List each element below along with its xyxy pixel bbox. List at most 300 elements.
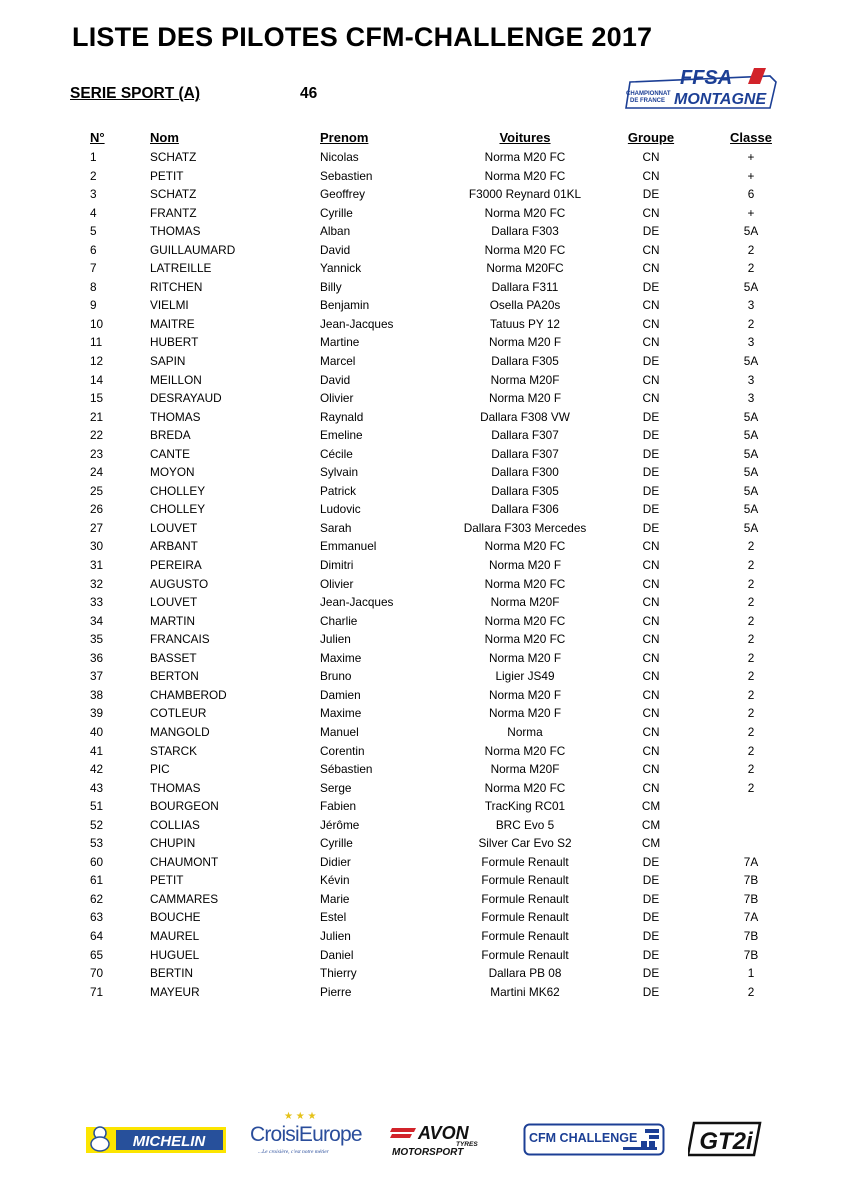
pilot-groupe: DE [642, 947, 660, 962]
pilot-groupe: CN [642, 669, 660, 684]
pilot-num: 2 [90, 168, 97, 183]
svg-text:★ ★ ★: ★ ★ ★ [284, 1111, 317, 1122]
pilot-num: 5 [90, 224, 97, 239]
pilot-classe: 2 [747, 687, 755, 702]
pilot-prenom: Didier [320, 854, 351, 869]
table-row [70, 816, 800, 835]
pilot-classe: 2 [747, 316, 755, 331]
pilot-prenom: Patrick [320, 483, 357, 498]
pilot-num: 3 [90, 187, 97, 202]
table-row [70, 556, 800, 575]
pilot-prenom: Manuel [320, 724, 359, 739]
pilot-prenom: Alban [320, 224, 351, 239]
pilot-num: 52 [90, 817, 104, 832]
pilot-classe: 2 [747, 539, 755, 554]
pilot-classe: 2 [747, 762, 755, 777]
table-row [70, 537, 800, 556]
svg-text:CHAMPIONNAT: CHAMPIONNAT [626, 91, 671, 97]
croisieurope-logo [248, 1107, 368, 1157]
pilot-prenom: Jérôme [320, 817, 360, 832]
pilot-num: 62 [90, 891, 104, 906]
pilot-prenom: Daniel [320, 947, 354, 962]
pilot-nom: THOMAS [150, 224, 201, 239]
pilot-num: 10 [90, 316, 104, 331]
pilot-prenom: Sylvain [320, 465, 359, 480]
pilot-classe [702, 834, 800, 853]
pilot-classe: 3 [747, 391, 755, 406]
pilot-num: 12 [90, 354, 104, 369]
table-row [70, 612, 800, 631]
pilot-voiture: Norma M20FC [486, 261, 564, 276]
table-row [70, 927, 800, 946]
pilot-groupe: DE [642, 409, 660, 424]
pilot-num: 1 [90, 150, 97, 164]
pilot-classe: 2 [747, 780, 755, 795]
pilot-nom: CHUPIN [150, 836, 196, 851]
pilot-voiture: Norma M20 F [488, 650, 562, 665]
pilot-nom: MEILLON [150, 372, 202, 387]
pilot-groupe: CN [642, 150, 660, 164]
pilot-voiture: Dallara F300 [491, 465, 559, 480]
pilot-groupe: CN [642, 576, 660, 591]
svg-text:AVON: AVON [418, 1123, 469, 1143]
table-row [70, 983, 800, 1002]
pilot-prenom: Serge [320, 780, 352, 795]
pilot-num: 70 [90, 966, 104, 981]
pilot-classe: 5A [743, 428, 759, 443]
pilot-voiture: Norma M20 FC [484, 242, 566, 257]
pilot-classe: + [747, 205, 755, 220]
pilot-voiture: Formule Renault [481, 928, 569, 943]
pilot-num: 43 [90, 780, 104, 795]
pilot-groupe: CM [641, 799, 661, 814]
pilot-groupe: CN [642, 335, 660, 350]
pilot-classe: 3 [747, 372, 755, 387]
pilot-groupe: CN [642, 743, 660, 758]
pilot-num: 63 [90, 910, 104, 925]
pilot-voiture: Dallara F305 [491, 354, 559, 369]
table-row [70, 704, 800, 723]
pilot-num: 23 [90, 446, 104, 461]
pilot-nom: BERTIN [150, 966, 194, 981]
pilot-prenom: Kévin [320, 873, 350, 888]
table-row [70, 908, 800, 927]
pilot-voiture: Norma M20 FC [484, 613, 566, 628]
pilot-groupe: DE [642, 446, 660, 461]
pilot-nom: RITCHEN [150, 279, 203, 294]
pilot-prenom: Jean-Jacques [320, 316, 394, 331]
table-row [70, 296, 800, 315]
pilot-classe: 2 [747, 743, 755, 758]
pilot-classe: 5A [743, 502, 759, 517]
pilot-classe: 7B [743, 873, 759, 888]
pilot-num: 27 [90, 520, 104, 535]
svg-text:MONTAGNE: MONTAGNE [674, 91, 767, 108]
header-groupe: Groupe [627, 130, 675, 145]
table-row [70, 667, 800, 686]
pilot-voiture: Norma M20 FC [484, 632, 566, 647]
pilot-prenom: Estel [320, 910, 347, 925]
pilot-nom: COLLIAS [150, 817, 200, 832]
pilot-nom: MAUREL [150, 928, 200, 943]
header-prenom: Prenom [320, 130, 369, 145]
table-row [70, 185, 800, 204]
pilot-num: 15 [90, 391, 104, 406]
table-row [70, 352, 800, 371]
pilot-nom: PEREIRA [150, 558, 202, 573]
pilot-nom: BOURGEON [150, 799, 219, 814]
pilot-voiture: BRC Evo 5 [495, 817, 555, 832]
pilot-nom: CHOLLEY [150, 483, 206, 498]
pilot-prenom: Sarah [320, 520, 352, 535]
pilot-classe: 2 [747, 650, 755, 665]
pilot-nom: LOUVET [150, 595, 198, 610]
pilot-voiture: Norma M20F [490, 372, 560, 387]
pilot-num: 22 [90, 428, 104, 443]
pilot-nom: HUGUEL [150, 947, 200, 962]
pilot-nom: LOUVET [150, 520, 198, 535]
pilot-nom: MANGOLD [150, 724, 210, 739]
table-row [70, 575, 800, 594]
header-voitures: Voitures [499, 130, 551, 145]
pilot-voiture: Silver Car Evo S2 [478, 836, 572, 851]
pilot-num: 32 [90, 576, 104, 591]
table-row [70, 445, 800, 464]
svg-text:MOTORSPORT: MOTORSPORT [392, 1147, 464, 1158]
pilot-voiture: Dallara F307 [491, 428, 559, 443]
pilot-num: 51 [90, 799, 104, 814]
pilot-num: 36 [90, 650, 104, 665]
pilot-prenom: Ludovic [320, 502, 361, 517]
pilot-count: 46 [300, 85, 318, 102]
pilot-num: 38 [90, 687, 104, 702]
pilot-prenom: Emeline [320, 428, 363, 443]
pilot-groupe: DE [642, 187, 660, 202]
pilot-num: 40 [90, 724, 104, 739]
pilot-classe: 2 [747, 242, 755, 257]
pilot-nom: BASSET [150, 650, 197, 665]
table-row [70, 167, 800, 186]
pilot-prenom: Sebastien [320, 168, 373, 183]
serie-label: SERIE SPORT (A) [70, 85, 201, 102]
pilot-nom: THOMAS [150, 780, 201, 795]
pilot-prenom: Geoffrey [320, 187, 366, 202]
pilot-prenom: Thierry [320, 966, 357, 981]
pilot-groupe: CN [642, 595, 660, 610]
pilot-nom: SCHATZ [150, 187, 197, 202]
pilot-num: 8 [90, 279, 97, 294]
pilot-voiture: Norma [507, 724, 543, 739]
pilot-voiture: Dallara F307 [491, 446, 559, 461]
pilot-groupe: CN [642, 724, 660, 739]
pilot-prenom: Cyrille [320, 836, 353, 851]
pilot-groupe: CM [641, 836, 661, 851]
pilot-voiture: Norma M20 FC [484, 205, 566, 220]
pilot-groupe: CN [642, 687, 660, 702]
pilot-voiture: Norma M20 FC [484, 168, 566, 183]
pilot-voiture: Norma M20 FC [484, 780, 566, 795]
pilot-num: 71 [90, 984, 104, 999]
pilots-table [70, 130, 800, 1001]
pilot-nom: GUILLAUMARD [150, 242, 236, 257]
table-row [70, 204, 800, 223]
table-row [70, 871, 800, 890]
pilot-prenom: Emmanuel [320, 539, 377, 554]
pilot-prenom: Marie [320, 891, 350, 906]
pilot-prenom: Fabien [320, 799, 357, 814]
pilot-num: 61 [90, 873, 104, 888]
pilot-voiture: Tatuus PY 12 [490, 316, 560, 331]
gt2i-logo [688, 1121, 764, 1157]
pilot-nom: CAMMARES [150, 891, 219, 906]
svg-text:FFSA: FFSA [680, 67, 733, 89]
pilot-prenom: Olivier [320, 391, 354, 406]
pilot-prenom: Yannick [320, 261, 362, 276]
pilot-groupe: DE [642, 891, 660, 906]
pilot-classe: 5A [743, 520, 759, 535]
table-row [70, 797, 800, 816]
pilot-nom: SAPIN [150, 354, 186, 369]
table-row [70, 408, 800, 427]
pilot-num: 37 [90, 669, 104, 684]
pilot-prenom: Billy [320, 279, 342, 294]
pilot-voiture: Norma M20 F [488, 558, 562, 573]
pilot-prenom: Maxime [320, 706, 362, 721]
pilot-classe: 7B [743, 891, 759, 906]
pilot-voiture: Dallara F311 [491, 279, 559, 294]
pilot-nom: AUGUSTO [150, 576, 209, 591]
pilot-groupe: DE [642, 465, 660, 480]
pilot-nom: BREDA [150, 428, 191, 443]
pilot-voiture: Norma M20 F [488, 391, 562, 406]
pilot-nom: FRANTZ [150, 205, 197, 220]
pilot-voiture: Osella PA20s [489, 298, 561, 313]
pilot-num: 33 [90, 595, 104, 610]
header-num: N° [90, 130, 105, 145]
pilot-voiture: Formule Renault [481, 891, 569, 906]
pilot-groupe: CN [642, 316, 660, 331]
pilot-voiture: Dallara PB 08 [488, 966, 562, 981]
pilot-voiture: Formule Renault [481, 910, 569, 925]
pilot-nom: CHOLLEY [150, 502, 206, 517]
pilot-nom: THOMAS [150, 409, 201, 424]
pilot-voiture: Formule Renault [481, 873, 569, 888]
table-row [70, 723, 800, 742]
pilot-groupe: DE [642, 279, 660, 294]
pilot-groupe: DE [642, 966, 660, 981]
pilot-voiture: Norma M20 FC [484, 539, 566, 554]
pilot-prenom: Corentin [320, 743, 365, 758]
pilot-num: 11 [90, 335, 103, 350]
cfm-challenge-logo [523, 1123, 665, 1157]
pilot-prenom: Maxime [320, 650, 362, 665]
pilot-num: 60 [90, 854, 104, 869]
pilot-groupe: DE [642, 502, 660, 517]
pilot-groupe: CN [642, 242, 660, 257]
pilot-classe: 5A [743, 446, 759, 461]
table-row [70, 371, 800, 390]
pilot-voiture: Norma M20 F [488, 706, 562, 721]
pilot-groupe: DE [642, 483, 660, 498]
svg-text:DE FRANCE: DE FRANCE [630, 98, 666, 104]
svg-text:GT2i: GT2i [699, 1128, 753, 1155]
pilot-classe: 2 [747, 984, 755, 999]
pilot-voiture: Formule Renault [481, 854, 569, 869]
pilot-groupe: DE [642, 428, 660, 443]
pilot-groupe: CN [642, 762, 660, 777]
ffsa-montagne-logo [620, 64, 780, 110]
pilot-groupe: DE [642, 354, 660, 369]
table-row [70, 760, 800, 779]
pilot-num: 65 [90, 947, 104, 962]
pilot-nom: HUBERT [150, 335, 199, 350]
pilot-voiture: Dallara F303 Mercedes [463, 520, 587, 535]
pilot-voiture: Norma M20 FC [484, 150, 566, 164]
pilot-prenom: Bruno [320, 669, 352, 684]
pilot-voiture: Norma M20 FC [484, 743, 566, 758]
pilot-prenom: Dimitri [320, 558, 354, 573]
svg-text:...Le croisière, c'est notre m: ...Le croisière, c'est notre métier [258, 1149, 329, 1155]
pilot-nom: FRANCAIS [150, 632, 210, 647]
pilot-num: 39 [90, 706, 104, 721]
pilot-groupe: DE [642, 520, 660, 535]
pilot-prenom: Benjamin [320, 298, 370, 313]
pilot-groupe: CN [642, 632, 660, 647]
pilot-nom: MAYEUR [150, 984, 200, 999]
pilot-voiture: Ligier JS49 [495, 669, 555, 684]
pilot-voiture: F3000 Reynard 01KL [468, 187, 582, 202]
pilot-classe: 3 [747, 335, 755, 350]
pilot-groupe: CN [642, 261, 660, 276]
pilot-prenom: David [320, 372, 351, 387]
pilot-num: 6 [90, 242, 97, 257]
pilot-nom: MARTIN [150, 613, 196, 628]
pilot-classe: 2 [747, 706, 755, 721]
pilot-voiture: Dallara F303 [491, 224, 559, 239]
pilot-prenom: Cyrille [320, 205, 353, 220]
pilot-classe: 5A [743, 483, 759, 498]
table-row [70, 278, 800, 297]
pilot-num: 42 [90, 762, 104, 777]
pilot-classe: 7B [743, 928, 759, 943]
pilot-classe: + [747, 150, 755, 164]
pilot-groupe: DE [642, 910, 660, 925]
pilot-nom: MAITRE [150, 316, 195, 331]
pilot-groupe: CN [642, 650, 660, 665]
pilot-nom: PETIT [150, 168, 184, 183]
table-row [70, 482, 800, 501]
table-row [70, 630, 800, 649]
pilot-num: 26 [90, 502, 104, 517]
pilot-voiture: Norma M20 FC [484, 576, 566, 591]
pilot-num: 64 [90, 928, 104, 943]
pilot-num: 34 [90, 613, 104, 628]
table-row [70, 315, 800, 334]
pilot-prenom: David [320, 242, 351, 257]
pilot-groupe: CN [642, 372, 660, 387]
pilot-prenom: Julien [320, 632, 351, 647]
table-row [70, 742, 800, 761]
sponsors-bar [0, 1111, 849, 1165]
pilot-num: 24 [90, 465, 104, 480]
table-row [70, 964, 800, 983]
table-row [70, 222, 800, 241]
pilot-classe: 5A [743, 465, 759, 480]
pilot-prenom: Olivier [320, 576, 354, 591]
pilot-voiture: Dallara F305 [491, 483, 559, 498]
pilot-num: 7 [90, 261, 97, 276]
pilot-nom: VIELMI [150, 298, 189, 313]
pilot-voiture: Martini MK62 [490, 984, 560, 999]
pilot-voiture: Dallara F308 VW [480, 409, 570, 424]
pilot-num: 14 [90, 372, 104, 387]
pilot-classe: 5A [743, 354, 759, 369]
pilot-nom: COTLEUR [150, 706, 207, 721]
pilot-groupe: CN [642, 205, 660, 220]
header-classe: Classe [730, 130, 772, 145]
pilot-prenom: Julien [320, 928, 351, 943]
svg-text:CroisiEurope: CroisiEurope [250, 1123, 362, 1146]
table-row [70, 259, 800, 278]
pilot-num: 41 [90, 743, 104, 758]
pilot-groupe: DE [642, 224, 660, 239]
pilot-num: 31 [90, 558, 104, 573]
pilot-voiture: Norma M20 F [488, 687, 562, 702]
pilot-num: 35 [90, 632, 104, 647]
pilot-classe: 5A [743, 409, 759, 424]
pilot-classe: 7B [743, 947, 759, 962]
pilot-classe: 2 [747, 261, 755, 276]
pilot-groupe: CN [642, 391, 660, 406]
pilot-prenom: Damien [320, 687, 361, 702]
table-row [70, 686, 800, 705]
table-row [70, 148, 800, 167]
pilot-nom: DESRAYAUD [150, 391, 222, 406]
pilot-nom: MOYON [150, 465, 195, 480]
table-row [70, 389, 800, 408]
table-row [70, 241, 800, 260]
pilot-prenom: Nicolas [320, 150, 359, 164]
pilot-nom: LATREILLE [150, 261, 212, 276]
pilot-classe: 2 [747, 558, 755, 573]
pilot-voiture: Dallara F306 [491, 502, 559, 517]
pilot-prenom: Martine [320, 335, 360, 350]
pilot-prenom: Sébastien [320, 762, 373, 777]
pilot-classe [702, 797, 800, 816]
pilot-nom: CHAUMONT [150, 854, 219, 869]
pilot-groupe: CN [642, 168, 660, 183]
pilot-classe: 5A [743, 279, 759, 294]
pilot-nom: CANTE [150, 446, 190, 461]
table-row [70, 519, 800, 538]
pilot-classe: 7A [743, 910, 759, 925]
pilot-num: 9 [90, 298, 97, 313]
svg-text:MICHELIN: MICHELIN [132, 1133, 206, 1150]
pilot-classe: 2 [747, 632, 755, 647]
pilot-classe: 7A [743, 854, 759, 869]
pilot-groupe: DE [642, 873, 660, 888]
pilot-groupe: CN [642, 558, 660, 573]
pilot-groupe: CM [641, 817, 661, 832]
pilot-prenom: Cécile [320, 446, 353, 461]
pilot-nom: CHAMBEROD [150, 687, 227, 702]
pilot-groupe: DE [642, 928, 660, 943]
pilot-classe: 6 [747, 187, 755, 202]
avon-motorsport-logo [390, 1120, 500, 1160]
table-row [70, 853, 800, 872]
pilot-prenom: Charlie [320, 613, 358, 628]
pilot-groupe: CN [642, 706, 660, 721]
